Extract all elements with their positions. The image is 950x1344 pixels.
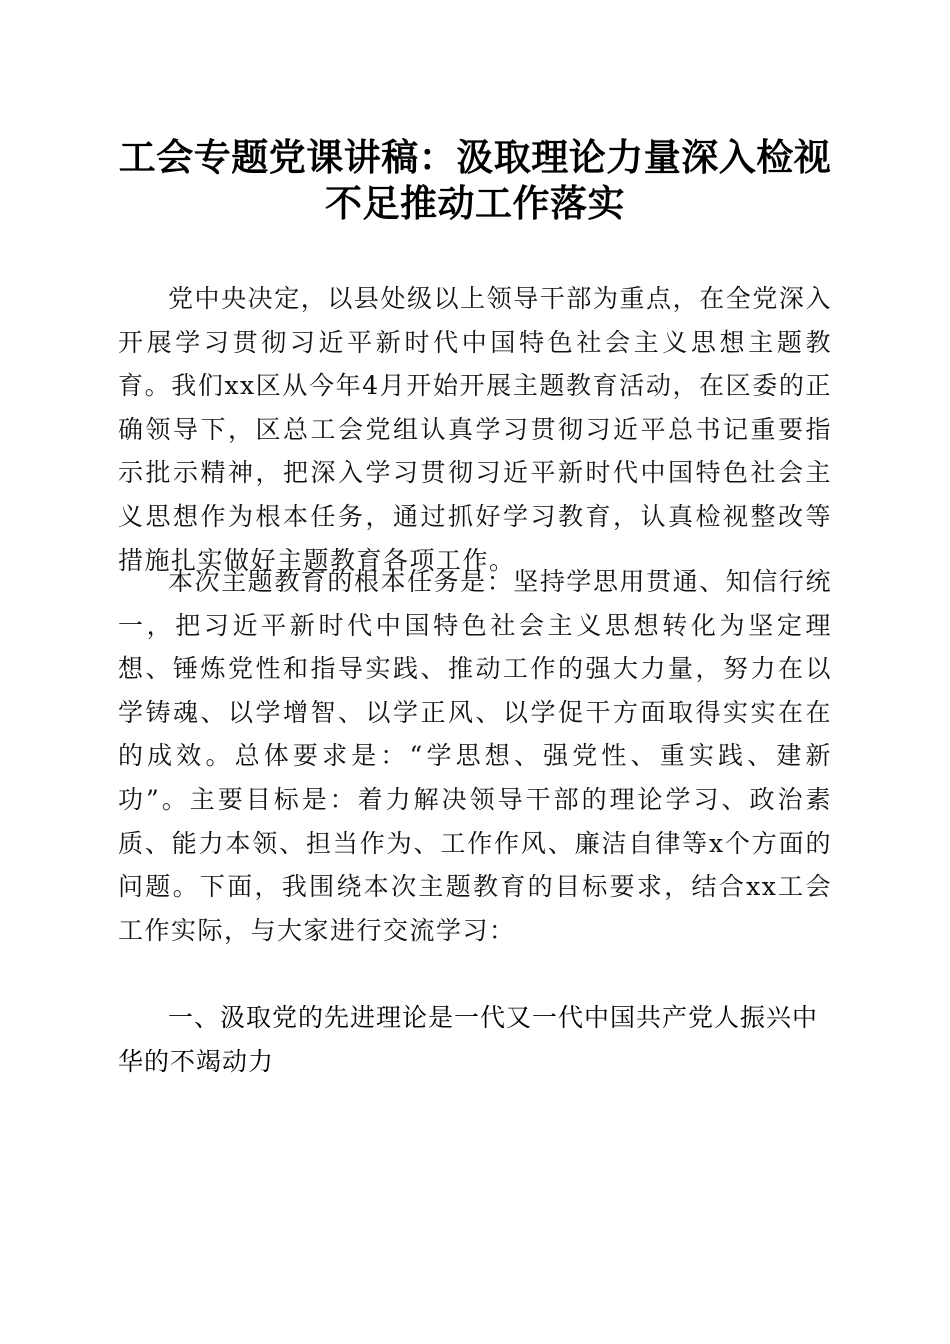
- document-title: 工会专题党课讲稿：汲取理论力量深入检视不足推动工作落实: [118, 135, 832, 225]
- body-paragraph-1: 党中央决定，以县处级以上领导干部为重点，在全党深入开展学习贯彻习近平新时代中国特色社会主义思想主题教育。我们xx区从今年4月开始开展主题教育活动，在区委的正确领导下，区总工会党组认真学习贯彻习近平总书记重要指示批示精神，把深入学习贯彻习近平新时代中国特色社会主义思想作为根本任务，通过抓好学习教育，认真检视整改等措施扎实做好主题教育各项工作。: [118, 284, 832, 575]
- body-paragraph-2: 本次主题教育的根本任务是：坚持学思用贯通、知信行统一，把习近平新时代中国特色社会主义思想转化为坚定理想、锤炼党性和指导实践、推动工作的强大力量，努力在以学铸魂、以学增智、以学正风、以学促干方面取得实实在在的成效。总体要求是：“学思想、强党性、重实践、建新功”。主要目标是：着力解决领导干部的理论学习、政治素质、能力本领、担当作为、工作作风、廉洁自律等x个方面的问题。下面，我围绕本次主题教育的目标要求，结合xx工会工作实际，与大家进行交流学习：: [118, 567, 832, 945]
- section-heading-1: 一、汲取党的先进理论是一代又一代中国共产党人振兴中华的不竭动力: [118, 1003, 819, 1076]
